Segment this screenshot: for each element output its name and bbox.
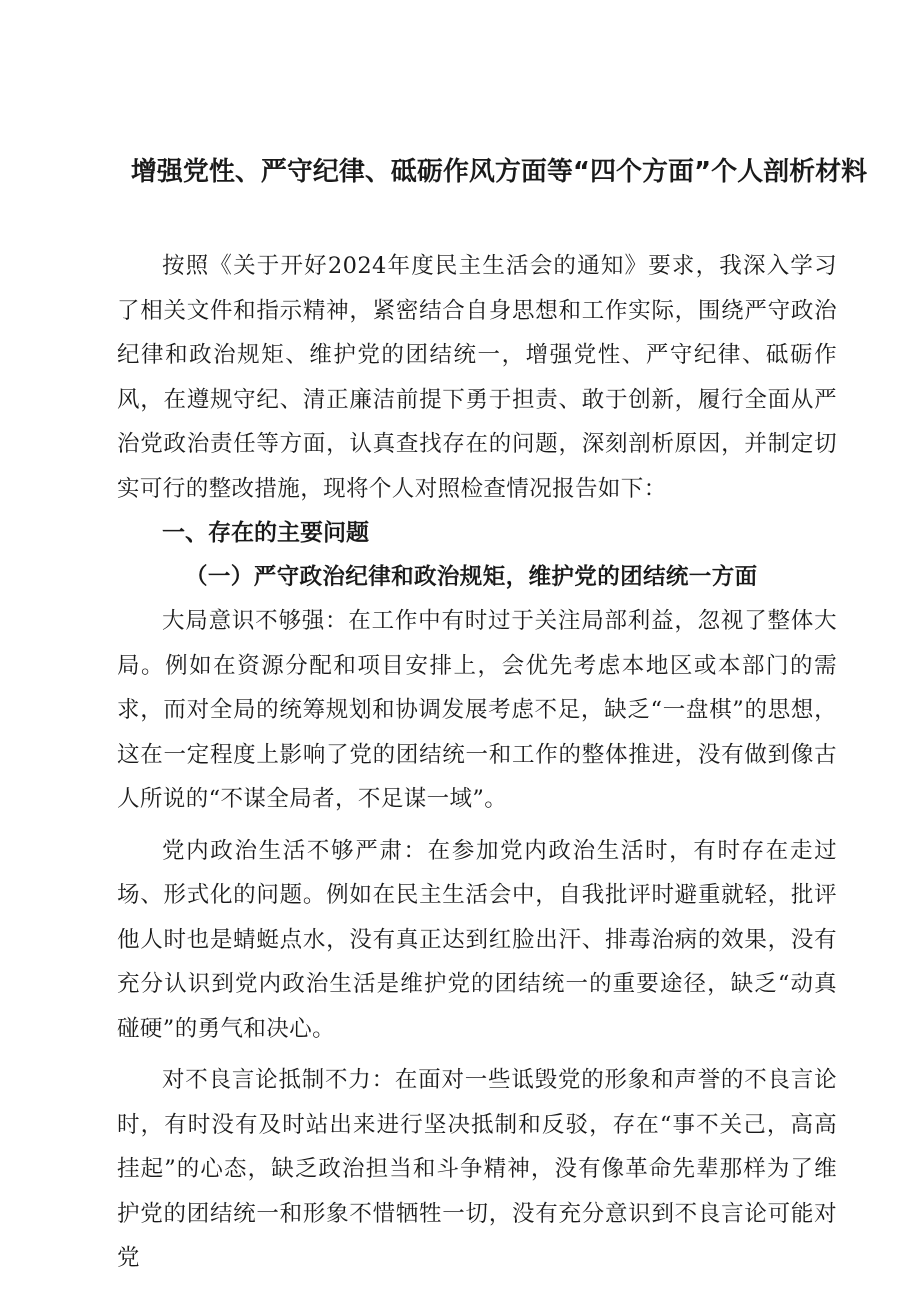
document-body [117, 244, 837, 1281]
subsection-heading: （一）严守政治纪律和政治规矩，维护党的团结统一方面 [185, 564, 758, 590]
paragraph-spacer [117, 1051, 837, 1058]
body-paragraph: 大局意识不够强：在工作中有时过于关注局部利益，忽视了整体大局。例如在资源分配和项目安排上，会优先考虑本地区或本部门的需求，而对全局的统筹规划和协调发展考虑不足，缺乏“一盘棋”的思想，这在一定程度上影响了党的团结统一和工作的整体推进，没有做到像古人所说的“不谋全局者，不足谋一域”。 [117, 608, 837, 812]
body-paragraph: 党内政治生活不够严肃：在参加党内政治生活时，有时存在走过场、形式化的问题。例如在民主生活会中，自我批评时避重就轻，批评他人时也是蜻蜓点水，没有真正达到红脸出汗、排毒治病的效果，没有充分认识到党内政治生活是维护党的团结统一的重要途径，缺乏“动真碰硬”的勇气和决心。 [117, 837, 837, 1042]
intro-paragraph: 按照《关于开好2024年度民主生活会的通知》要求，我深入学习了相关文件和指示精神，紧密结合自身思想和工作实际，围绕严守政治纪律和政治规矩、维护党的团结统一，增强党性、严守纪律、砥砺作风，在遵规守纪、清正廉洁前提下勇于担责、敢于创新，履行全面从严治党政治责任等方面，认真查找存在的问题，深刻剖析原因，并制定切实可行的整改措施，现将个人对照检查情况报告如下： [117, 253, 837, 502]
body-paragraph: 对不良言论抵制不力：在面对一些诋毁党的形象和声誉的不良言论时，有时没有及时站出来进行坚决抵制和反驳，存在“事不关己，高高挂起”的心态，缺乏政治担当和斗争精神，没有像革命先辈那样为了维护党的团结统一和形象不惜牺牲一切，没有充分意识到不良言论可能对党 [117, 1067, 837, 1271]
paragraph-spacer [117, 822, 837, 829]
document-title: 增强党性、严守纪律、砥砺作风方面等“四个方面”个人剖析材料 [130, 157, 868, 187]
section-heading: 一、存在的主要问题 [162, 520, 369, 546]
